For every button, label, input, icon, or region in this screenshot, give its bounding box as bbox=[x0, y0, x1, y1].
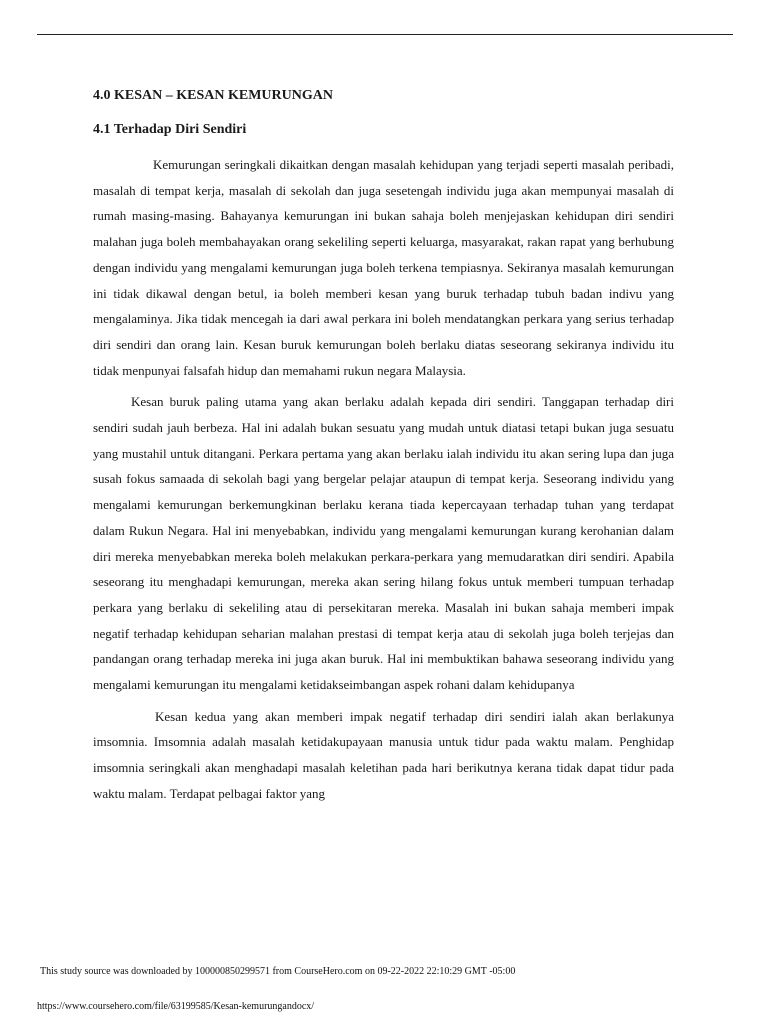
section-heading: 4.0 KESAN – KESAN KEMURUNGAN bbox=[93, 88, 333, 103]
paragraph-2: Kesan buruk paling utama yang akan berlaku adalah kepada diri sendiri. Tanggapan terhadap diri sendiri sudah jauh berbeza. Hal ini adalah bukan sesuatu yang mudah untuk diatasi tetapi bukan juga sesuatu yang mustahil untuk ditangani. Perkara pertama yang akan berlaku ialah individu itu akan sering lupa dan juga susah fokus samaada di sekolah bagi yang bergelar pelajar ataupun di tempat kerja. Seseorang individu yang mengalami kemurungan berkemungkinan berlaku kerana tiada kepercayaan terhadap tuhan yang terdapat dalam Rukun Negara. Hal ini menyebabkan, individu yang mengalami kemurungan kurang kerohanian dalam diri mereka menyebabkan mereka boleh melakukan perkara-perkara yang memudaratkan diri sendiri. Apabila seseorang itu menghadapi kemurungan, mereka akan sering hilang fokus untuk memberi tumpuan terhadap perkara yang berlaku di sekeliling atau di persekitaran mereka. Masalah ini bukan sahaja memberi impak negatif terhadap kehidupan seharian malahan prestasi di tempat kerja atau di sekolah juga boleh terjejas dan pandangan orang terhadap mereka ini juga akan buruk. Hal ini membuktikan bahawa seseorang individu yang mengalami kemurungan itu mengalami ketidakseimbangan aspek rohani dalam kehidupanya bbox=[93, 394, 674, 693]
download-notice: This study source was downloaded by 100000850299571 from CourseHero.com on 09-22-2022 22:10:29 GMT -05:00 bbox=[40, 966, 516, 977]
document-body bbox=[93, 86, 674, 813]
source-url-link[interactable]: https://www.coursehero.com/file/63199585/Kesan-kemurungandocx/ bbox=[37, 1001, 315, 1012]
paragraph-1: Kemurungan seringkali dikaitkan dengan masalah kehidupan yang terjadi seperti masalah peribadi, masalah di tempat kerja, masalah di sekolah dan juga sesetengah individu juga akan mempunyai masalah di rumah masing-masing. Bahayanya kemurungan ini bukan sahaja boleh menjejaskan kehidupan diri sendiri malahan juga boleh membahayakan orang sekeliling seperti keluarga, masyarakat, rakan rapat yang berhubung dengan individu yang mengalami kemurungan juga boleh terkena tempiasnya. Sekiranya masalah kemurungan ini tidak dikawal dengan betul, ia boleh memberi kesan yang buruk terhadap tubuh badan indivu yang mengalaminya. Jika tidak mencegah ia dari awal perkara ini boleh mendatangkan perkara yang serius terhadap diri sendiri dan orang lain. Kesan buruk kemurungan boleh berlaku diatas seseorang sekiranya individu itu tidak menpunyai falsafah hidup dan memahami rukun negara Malaysia. bbox=[93, 157, 674, 378]
page-top-rule bbox=[37, 34, 733, 35]
subsection-heading: 4.1 Terhadap Diri Sendiri bbox=[93, 122, 247, 137]
paragraph-3: Kesan kedua yang akan memberi impak negatif terhadap diri sendiri ialah akan berlakunya imsomnia. Imsomnia adalah masalah ketidakupayaan manusia untuk tidur pada waktu malam. Penghidap imsomnia seringkali akan menghadapi masalah keletihan pada hari berikutnya kerana tidak dapat tidur pada waktu malam. Terdapat pelbagai faktor yang bbox=[93, 708, 674, 801]
